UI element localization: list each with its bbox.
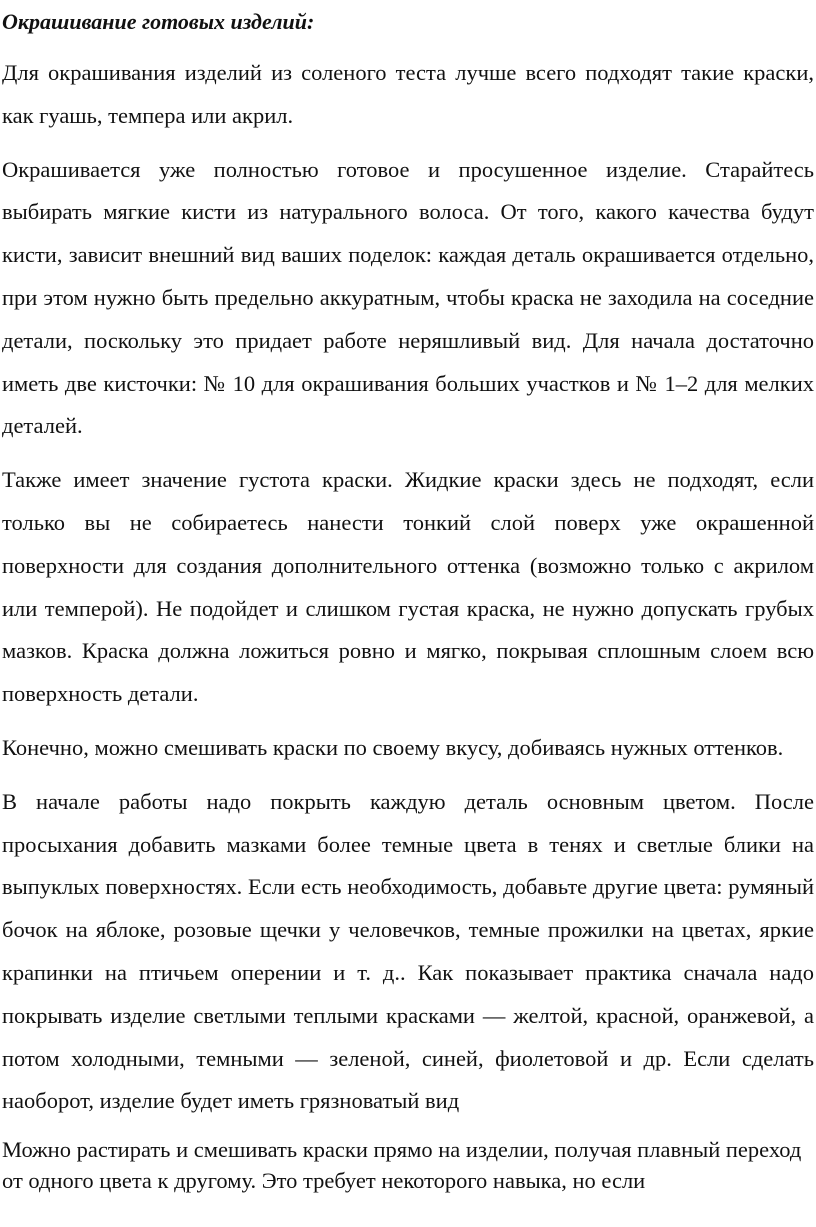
paragraph-technique: В начале работы надо покрыть каждую деталь основным цветом. После просыхания добавить мазками более темные цвета в тенях и светлые блики на выпуклых поверхностях. Если есть необходимость, добавьте другие цвета: румяный бочок на яблоке, розовые щечки у человечков, темные прожилки на цветах, яркие крапинки на птичьем оперении и т. д.. Как показывает практика сначала надо покрывать изделие светлыми теплыми красками — желтой, красной, оранжевой, а потом холодными, темными — зеленой, синей, фиолетовой и др. Если сделать наоборот, изделие будет иметь грязноватый вид <box>2 788 814 1114</box>
paragraph-brushes: Окрашивается уже полностью готовое и просушенное изделие. Старайтесь выбирать мягкие кисти из натурального волоса. От того, какого качества будут кисти, зависит внешний вид ваших поделок: каждая деталь окрашивается отдельно, при этом нужно быть предельно аккуратным, чтобы краска не заходила на соседние детали, поскольку это придает работе неряшливый вид. Для начала достаточно иметь две кисточки: № 10 для окрашивания больших участков и № 1–2 для мелких деталей. <box>2 156 814 439</box>
paragraph-paints: Для окрашивания изделий из соленого теста лучше всего подходят такие краски, как гуашь, темпера или акрил. <box>2 60 814 128</box>
paragraph-blending: Можно растирать и смешивать краски прямо на изделии, получая плавный переход от одного цвета к другому. Это требует некоторого навыка, но если <box>2 1137 802 1194</box>
paragraph-mixing: Конечно, можно смешивать краски по своему вкусу, добиваясь нужных оттенков. <box>2 734 784 760</box>
paragraph-thickness: Также имеет значение густота краски. Жидкие краски здесь не подходят, если только вы не собираетесь нанести тонкий слой поверх уже окрашенной поверхности для создания дополнительного оттенка (возможно только с акрилом или темперой). Не подойдет и слишком густая краска, не нужно допускать грубых мазков. Краска должна ложиться ровно и мягко, покрывая сплошным слоем всю поверхность детали. <box>2 467 814 707</box>
section-heading: Окрашивание готовых изделий: <box>2 9 315 34</box>
